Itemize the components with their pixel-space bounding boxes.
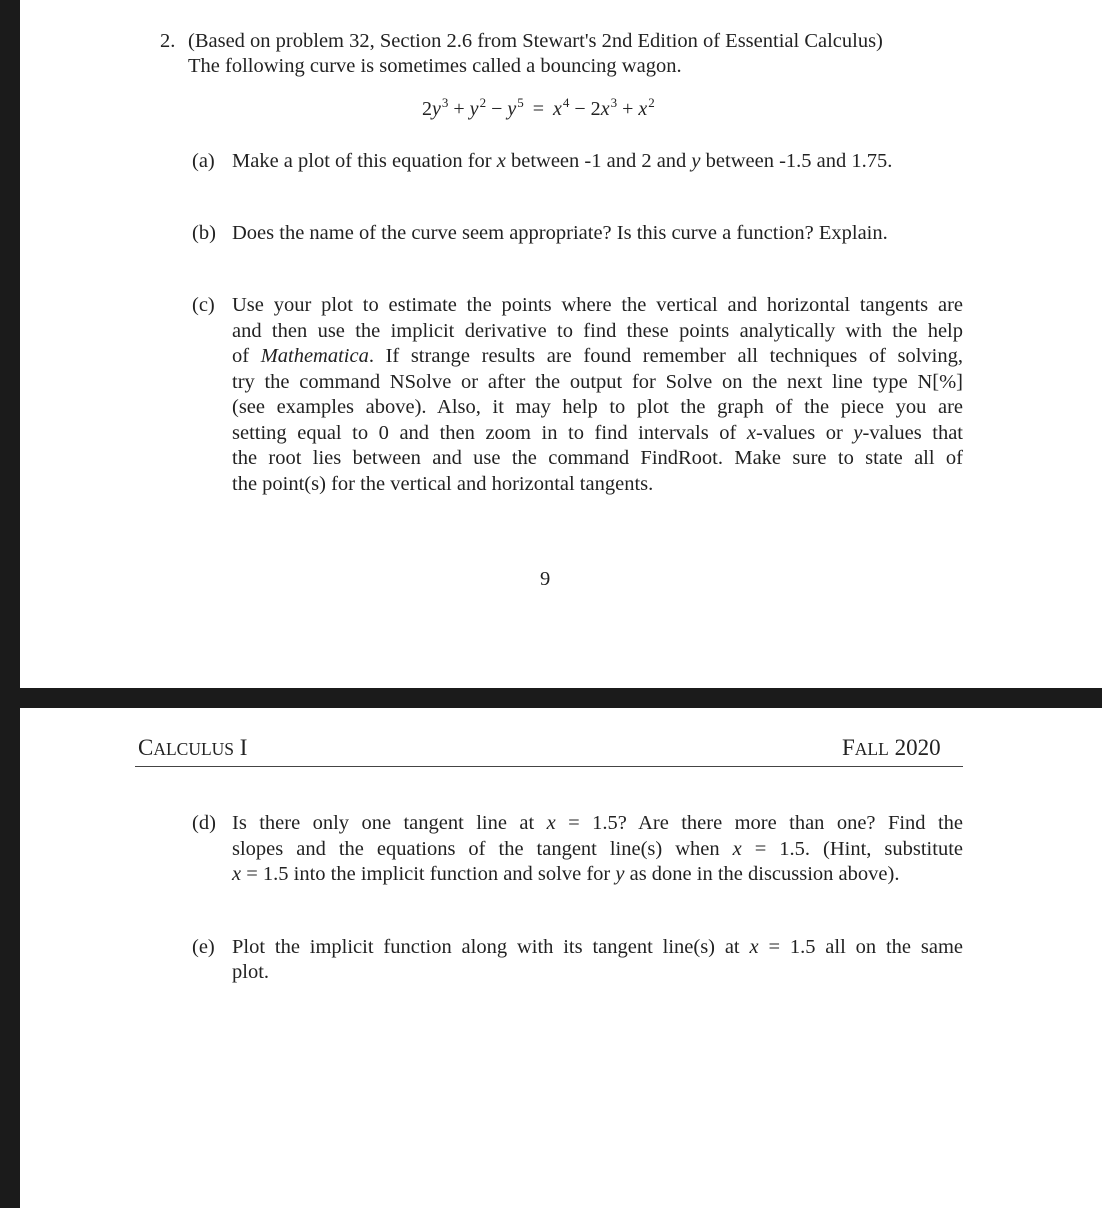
- part-c-line-5: (see examples above). Also, it may help to plot the graph of the piece you are: [232, 396, 963, 418]
- part-c-line-8: the point(s) for the vertical and horizontal tangents.: [232, 473, 654, 495]
- part-c-label: (c): [192, 294, 215, 316]
- part-c-line-6: setting equal to 0 and then zoom in to find intervals of x-values or y-values that: [232, 422, 963, 444]
- part-c-line-4: try the command NSolve or after the output for Solve on the next line type N[%]: [232, 371, 963, 393]
- part-d-label: (d): [192, 812, 216, 834]
- part-e-line-1: Plot the implicit function along with its tangent line(s) at x = 1.5 all on the same: [232, 936, 963, 958]
- part-d-line-3: x = 1.5 into the implicit function and solve for y as done in the discussion above).: [232, 863, 900, 885]
- part-e-line-2: plot.: [232, 961, 270, 983]
- part-d-line-2: slopes and the equations of the tangent line(s) when x = 1.5. (Hint, substitute: [232, 838, 963, 860]
- part-d-line-1: Is there only one tangent line at x = 1.5? Are there more than one? Find the: [232, 812, 963, 834]
- header-term: FALL 2020: [842, 735, 941, 760]
- page-number: 9: [540, 568, 551, 590]
- header-course: CALCULUS I: [138, 735, 248, 760]
- bouncing-wagon-equation: $2y^3 + y^2 - y^5 = x^4 - 2x^3 + x^2$: [422, 95, 655, 120]
- part-c-line-1: Use your plot to estimate the points where the vertical and horizontal tangents are: [232, 294, 963, 316]
- part-c-line-3: of Mathematica. If strange results are found remember all techniques of solving,: [232, 345, 964, 367]
- part-a-line-1: Make a plot of this equation for x between -1 and 2 and y between -1.5 and 1.75.: [232, 150, 893, 172]
- part-b-line-1: Does the name of the curve seem appropriate? Is this curve a function? Explain.: [232, 222, 888, 244]
- part-a-label: (a): [192, 150, 215, 172]
- part-c-line-2: and then use the implicit derivative to find these points analytically with the help: [232, 320, 963, 342]
- problem-intro-line-2: The following curve is sometimes called a bouncing wagon.: [188, 55, 682, 77]
- part-b-label: (b): [192, 222, 216, 244]
- problem-intro-line-1: (Based on problem 32, Section 2.6 from Stewart's 2nd Edition of Essential Calculus): [188, 30, 883, 52]
- part-e-label: (e): [192, 936, 215, 958]
- header-rule: [135, 766, 963, 767]
- part-c-line-7: the root lies between and use the command FindRoot. Make sure to state all of: [232, 447, 963, 469]
- problem-number: 2.: [160, 30, 176, 52]
- document-page-1: [20, 0, 1102, 688]
- document-page-2: [20, 708, 1102, 1208]
